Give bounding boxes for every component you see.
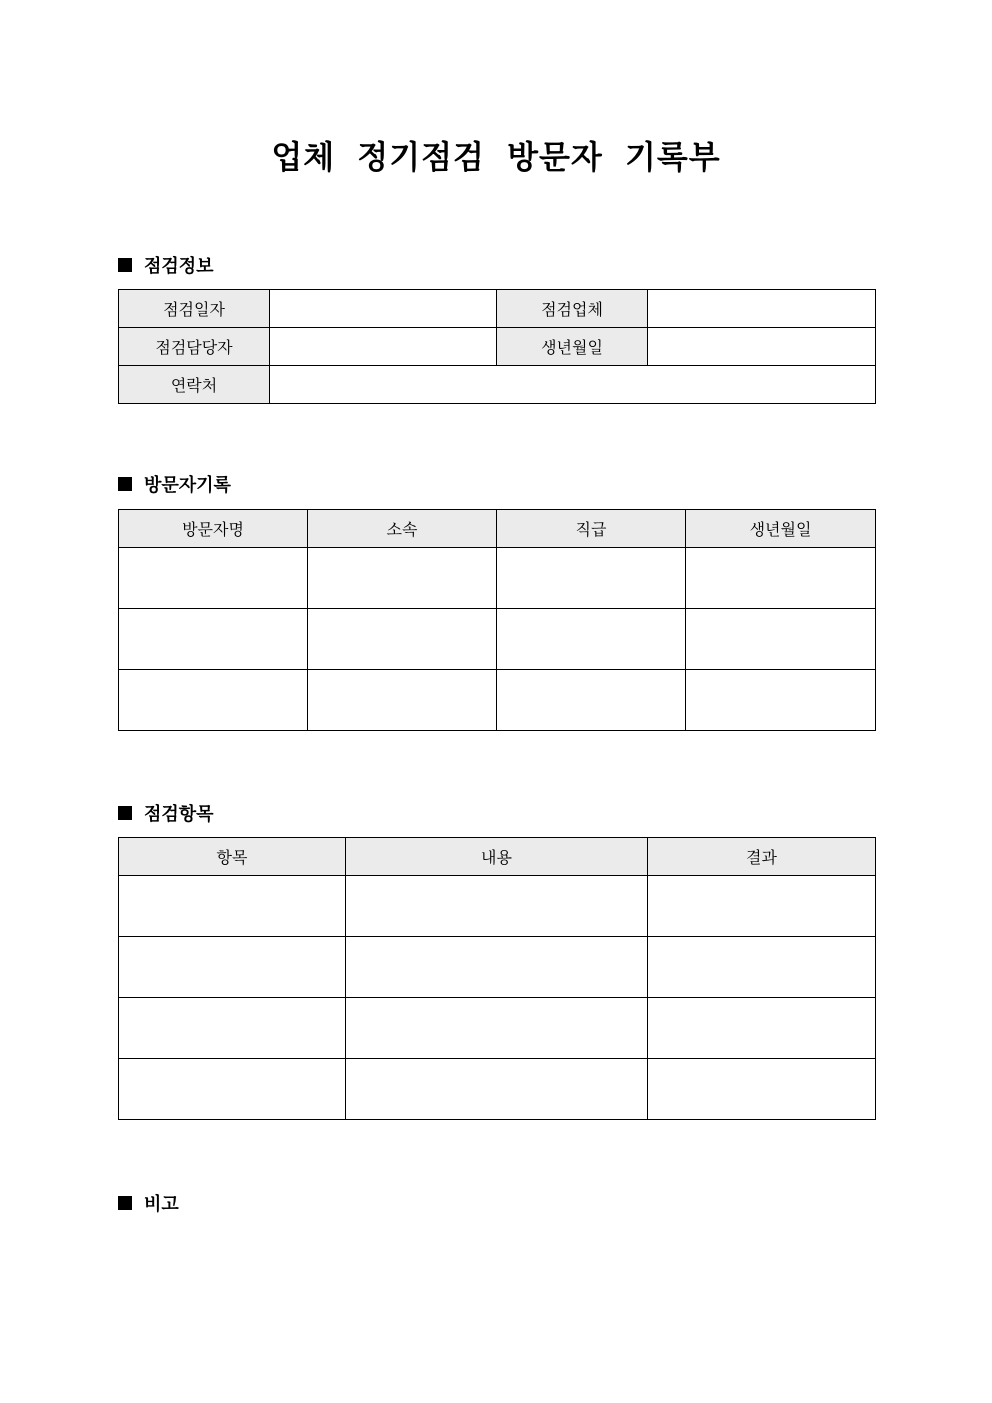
birth-date-cell[interactable]	[686, 670, 876, 731]
contact-field[interactable]	[270, 366, 876, 404]
result-cell[interactable]	[648, 1059, 876, 1120]
black-square-bullet-icon	[118, 806, 132, 820]
table-row	[119, 609, 876, 670]
column-header-result: 결과	[648, 838, 876, 876]
inspection-manager-field[interactable]	[270, 328, 497, 366]
section-heading-visitor-record	[118, 472, 231, 496]
document-title: 업체 정기점검 방문자 기록부	[271, 138, 721, 176]
birth-date-cell[interactable]	[686, 609, 876, 670]
inspection-info-table	[118, 289, 876, 404]
position-cell[interactable]	[497, 548, 686, 609]
result-cell[interactable]	[648, 937, 876, 998]
column-header-content: 내용	[346, 838, 648, 876]
section-heading-inspection-items	[118, 801, 214, 825]
table-row	[119, 290, 876, 328]
column-header-birth-date: 생년월일	[686, 510, 876, 548]
inspection-date-field[interactable]	[270, 290, 497, 328]
visitor-name-cell[interactable]	[119, 609, 308, 670]
section-heading-inspection-info	[118, 253, 214, 277]
table-row	[119, 366, 876, 404]
visitor-name-cell[interactable]	[119, 548, 308, 609]
content-cell[interactable]	[346, 1059, 648, 1120]
birth-date-cell[interactable]	[686, 548, 876, 609]
column-header-position: 직급	[497, 510, 686, 548]
section-heading-label: 비고	[144, 1194, 179, 1215]
section-heading-label: 방문자기록	[144, 475, 231, 496]
item-cell[interactable]	[119, 998, 346, 1059]
affiliation-cell[interactable]	[308, 670, 497, 731]
result-cell[interactable]	[648, 998, 876, 1059]
column-header-item: 항목	[119, 838, 346, 876]
item-cell[interactable]	[119, 937, 346, 998]
content-cell[interactable]	[346, 937, 648, 998]
label-birth-date: 생년월일	[497, 328, 648, 366]
column-header-affiliation: 소속	[308, 510, 497, 548]
affiliation-cell[interactable]	[308, 609, 497, 670]
table-row	[119, 998, 876, 1059]
table-row	[119, 548, 876, 609]
table-row	[119, 876, 876, 937]
position-cell[interactable]	[497, 609, 686, 670]
table-row	[119, 937, 876, 998]
inspection-company-field[interactable]	[648, 290, 876, 328]
content-cell[interactable]	[346, 876, 648, 937]
table-row	[119, 1059, 876, 1120]
label-contact: 연락처	[119, 366, 270, 404]
label-inspection-date: 점검일자	[119, 290, 270, 328]
black-square-bullet-icon	[118, 258, 132, 272]
label-inspection-manager: 점검담당자	[119, 328, 270, 366]
black-square-bullet-icon	[118, 1196, 132, 1210]
label-inspection-company: 점검업체	[497, 290, 648, 328]
column-header-visitor-name: 방문자명	[119, 510, 308, 548]
birth-date-field[interactable]	[648, 328, 876, 366]
position-cell[interactable]	[497, 670, 686, 731]
visitor-name-cell[interactable]	[119, 670, 308, 731]
content-cell[interactable]	[346, 998, 648, 1059]
visitor-record-table	[118, 509, 876, 731]
item-cell[interactable]	[119, 876, 346, 937]
affiliation-cell[interactable]	[308, 548, 497, 609]
black-square-bullet-icon	[118, 477, 132, 491]
inspection-items-table	[118, 837, 876, 1120]
section-heading-label: 점검정보	[144, 256, 214, 277]
section-heading-remarks	[118, 1191, 179, 1215]
result-cell[interactable]	[648, 876, 876, 937]
table-row	[119, 328, 876, 366]
table-header-row	[119, 838, 876, 876]
table-header-row	[119, 510, 876, 548]
item-cell[interactable]	[119, 1059, 346, 1120]
table-row	[119, 670, 876, 731]
section-heading-label: 점검항목	[144, 804, 214, 825]
